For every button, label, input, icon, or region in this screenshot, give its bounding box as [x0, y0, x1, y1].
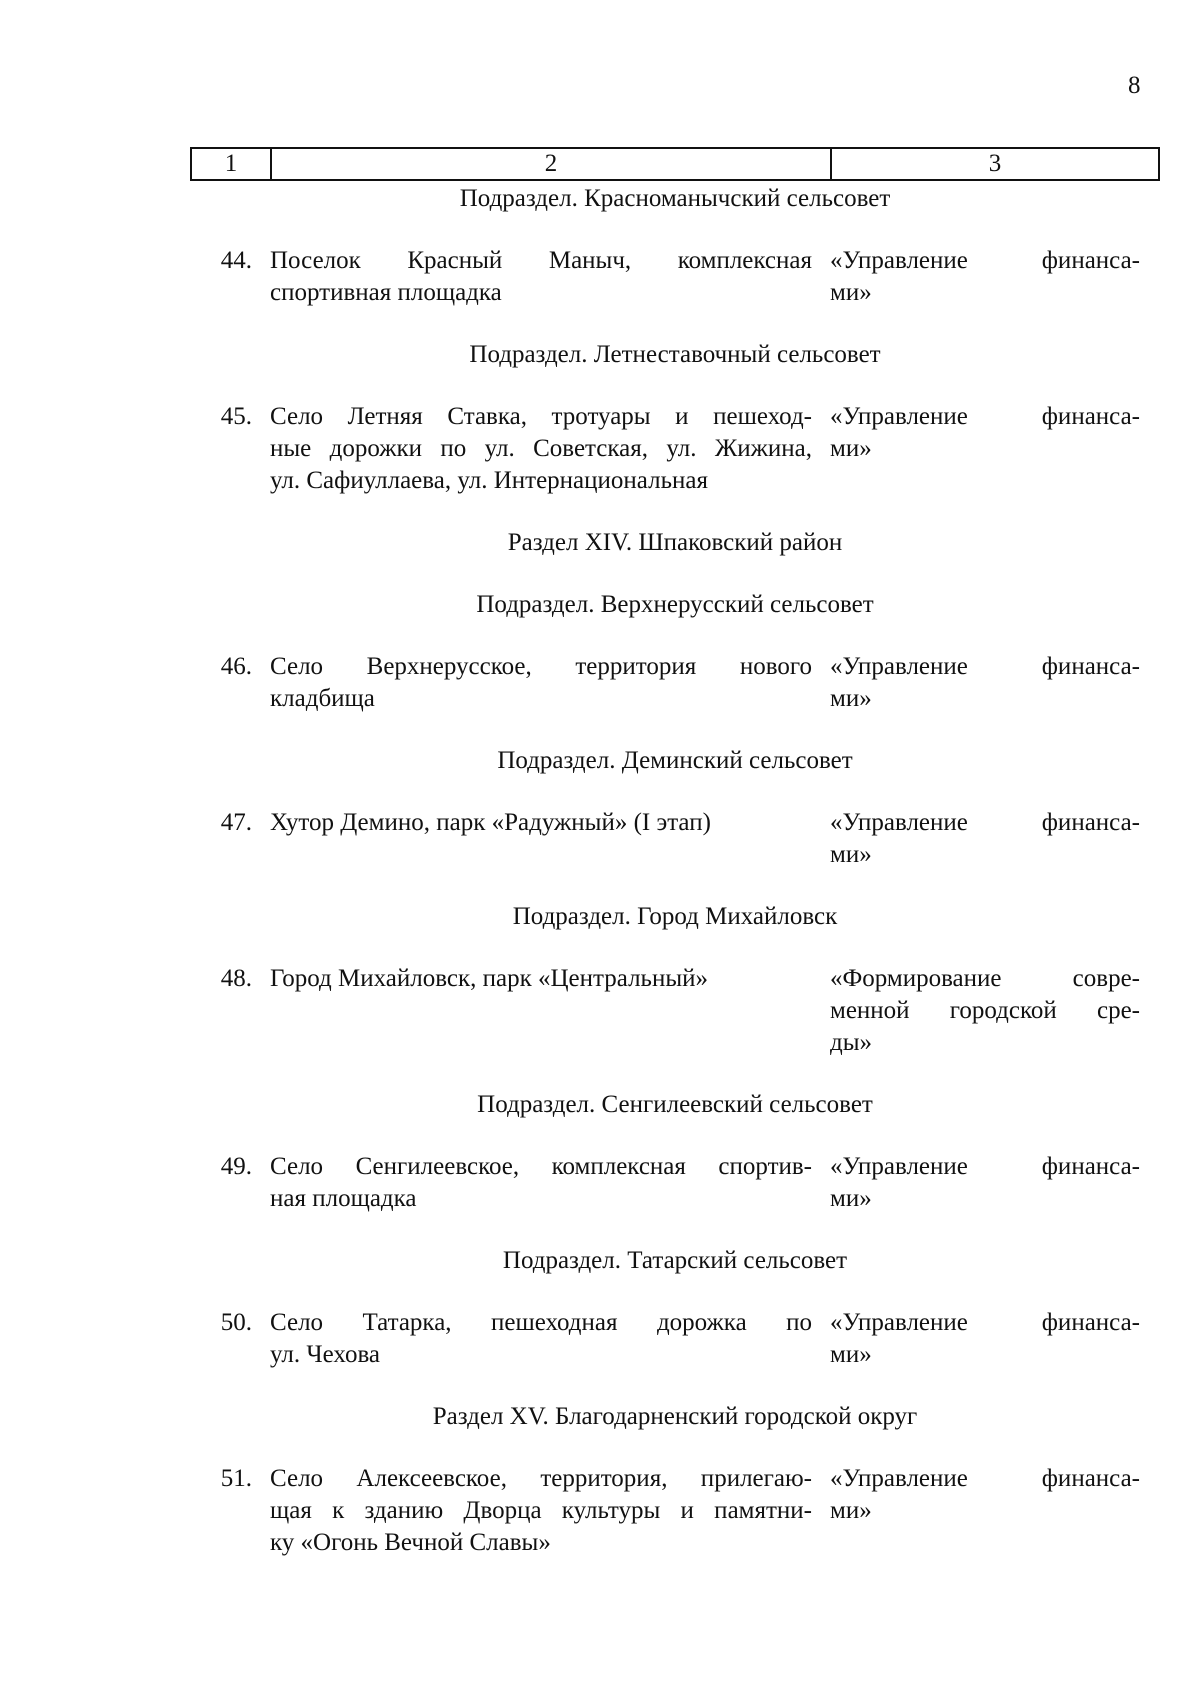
- column-header-1: 1: [192, 149, 272, 179]
- program-line: ми»: [830, 685, 872, 712]
- program-line: «Управление финанса-: [830, 247, 1140, 274]
- row-number: 49.: [220, 1153, 252, 1180]
- program-name: [830, 401, 1140, 497]
- object-description: [270, 1307, 830, 1371]
- program-line: «Управление финанса-: [830, 1153, 1140, 1180]
- section-heading: Раздел XV. Благодарненский городской округ: [432, 1403, 918, 1430]
- page-number: 8: [1128, 72, 1141, 99]
- description-line: ул. Сафиуллаева, ул. Интернациональная: [270, 467, 708, 494]
- document-body: [190, 181, 1160, 1589]
- table-row: [190, 1307, 1160, 1371]
- row-number: 51.: [220, 1465, 252, 1492]
- description-line: Поселок Красный Маныч, комплексная: [270, 247, 812, 274]
- row-number: 47.: [220, 809, 252, 836]
- description-line: Село Алексеевское, территория, прилегаю-: [270, 1465, 812, 1492]
- description-line: ул. Чехова: [270, 1341, 381, 1368]
- object-description: [270, 245, 830, 309]
- program-name: [830, 1463, 1140, 1559]
- description-line: Город Михайловск, парк «Центральный»: [270, 965, 709, 992]
- column-header-3: 3: [988, 150, 1002, 177]
- object-description: [270, 651, 830, 715]
- row-number: 50.: [220, 1309, 252, 1336]
- object-description: [270, 1151, 830, 1215]
- object-description: [270, 963, 830, 1059]
- table-row: [190, 1151, 1160, 1215]
- description-line: Село Верхнерусское, территория нового: [270, 653, 812, 680]
- object-description: [270, 1463, 830, 1559]
- program-line: «Управление финанса-: [830, 809, 1140, 836]
- section-heading: Подраздел. Верхнерусский сельсовет: [476, 591, 874, 618]
- description-line: Хутор Демино, парк «Радужный» (I этап): [270, 809, 711, 836]
- table-row: [190, 401, 1160, 497]
- description-line: ная площадка: [270, 1185, 417, 1212]
- program-line: ми»: [830, 1497, 872, 1524]
- description-line: Село Сенгилеевское, комплексная спортив-: [270, 1153, 812, 1180]
- description-line: спортивная площадка: [270, 279, 502, 306]
- table-row: [190, 807, 1160, 871]
- row-number: 45.: [220, 403, 252, 430]
- row-number: 48.: [220, 965, 252, 992]
- program-line: «Управление финанса-: [830, 403, 1140, 430]
- row-number: 44.: [220, 247, 252, 274]
- table-row: [190, 651, 1160, 715]
- program-name: [830, 245, 1140, 309]
- section-heading: Подраздел. Красноманычский сельсовет: [459, 185, 891, 212]
- program-line: ми»: [830, 1185, 872, 1212]
- table-row: [190, 1463, 1160, 1559]
- program-name: [830, 1307, 1140, 1371]
- section-heading: Подраздел. Деминский сельсовет: [497, 747, 853, 774]
- table-row: [190, 245, 1160, 309]
- program-line: «Формирование совре-: [830, 965, 1140, 992]
- table-row: [190, 963, 1160, 1059]
- section-heading: Подраздел. Город Михайловск: [512, 903, 838, 930]
- program-line: менной городской сре-: [830, 997, 1140, 1024]
- section-heading: Раздел XIV. Шпаковский район: [507, 529, 843, 556]
- section-heading: Подраздел. Летнеставочный сельсовет: [469, 341, 881, 368]
- description-line: Село Татарка, пешеходная дорожка по: [270, 1309, 812, 1336]
- program-line: ми»: [830, 841, 872, 868]
- program-line: «Управление финанса-: [830, 1309, 1140, 1336]
- object-description: [270, 807, 830, 871]
- program-line: ми»: [830, 435, 872, 462]
- program-line: «Управление финанса-: [830, 653, 1140, 680]
- program-line: ми»: [830, 1341, 872, 1368]
- column-header-2: 2: [272, 149, 832, 179]
- program-name: [830, 651, 1140, 715]
- program-line: ды»: [830, 1029, 873, 1056]
- column-header-row: [190, 147, 1160, 181]
- row-number: 46.: [220, 653, 252, 680]
- program-line: ми»: [830, 279, 872, 306]
- section-heading: Подраздел. Сенгилеевский сельсовет: [477, 1091, 873, 1118]
- section-heading: Подраздел. Татарский сельсовет: [502, 1247, 848, 1274]
- object-description: [270, 401, 830, 497]
- description-line: ные дорожки по ул. Советская, ул. Жижина,: [270, 435, 812, 462]
- program-line: «Управление финанса-: [830, 1465, 1140, 1492]
- program-name: [830, 1151, 1140, 1215]
- program-name: [830, 963, 1140, 1059]
- description-line: кладбища: [270, 685, 375, 712]
- description-line: ку «Огонь Вечной Славы»: [270, 1529, 551, 1556]
- description-line: Село Летняя Ставка, тротуары и пешеход-: [270, 403, 812, 430]
- program-name: [830, 807, 1140, 871]
- description-line: щая к зданию Дворца культуры и памятни-: [270, 1497, 812, 1524]
